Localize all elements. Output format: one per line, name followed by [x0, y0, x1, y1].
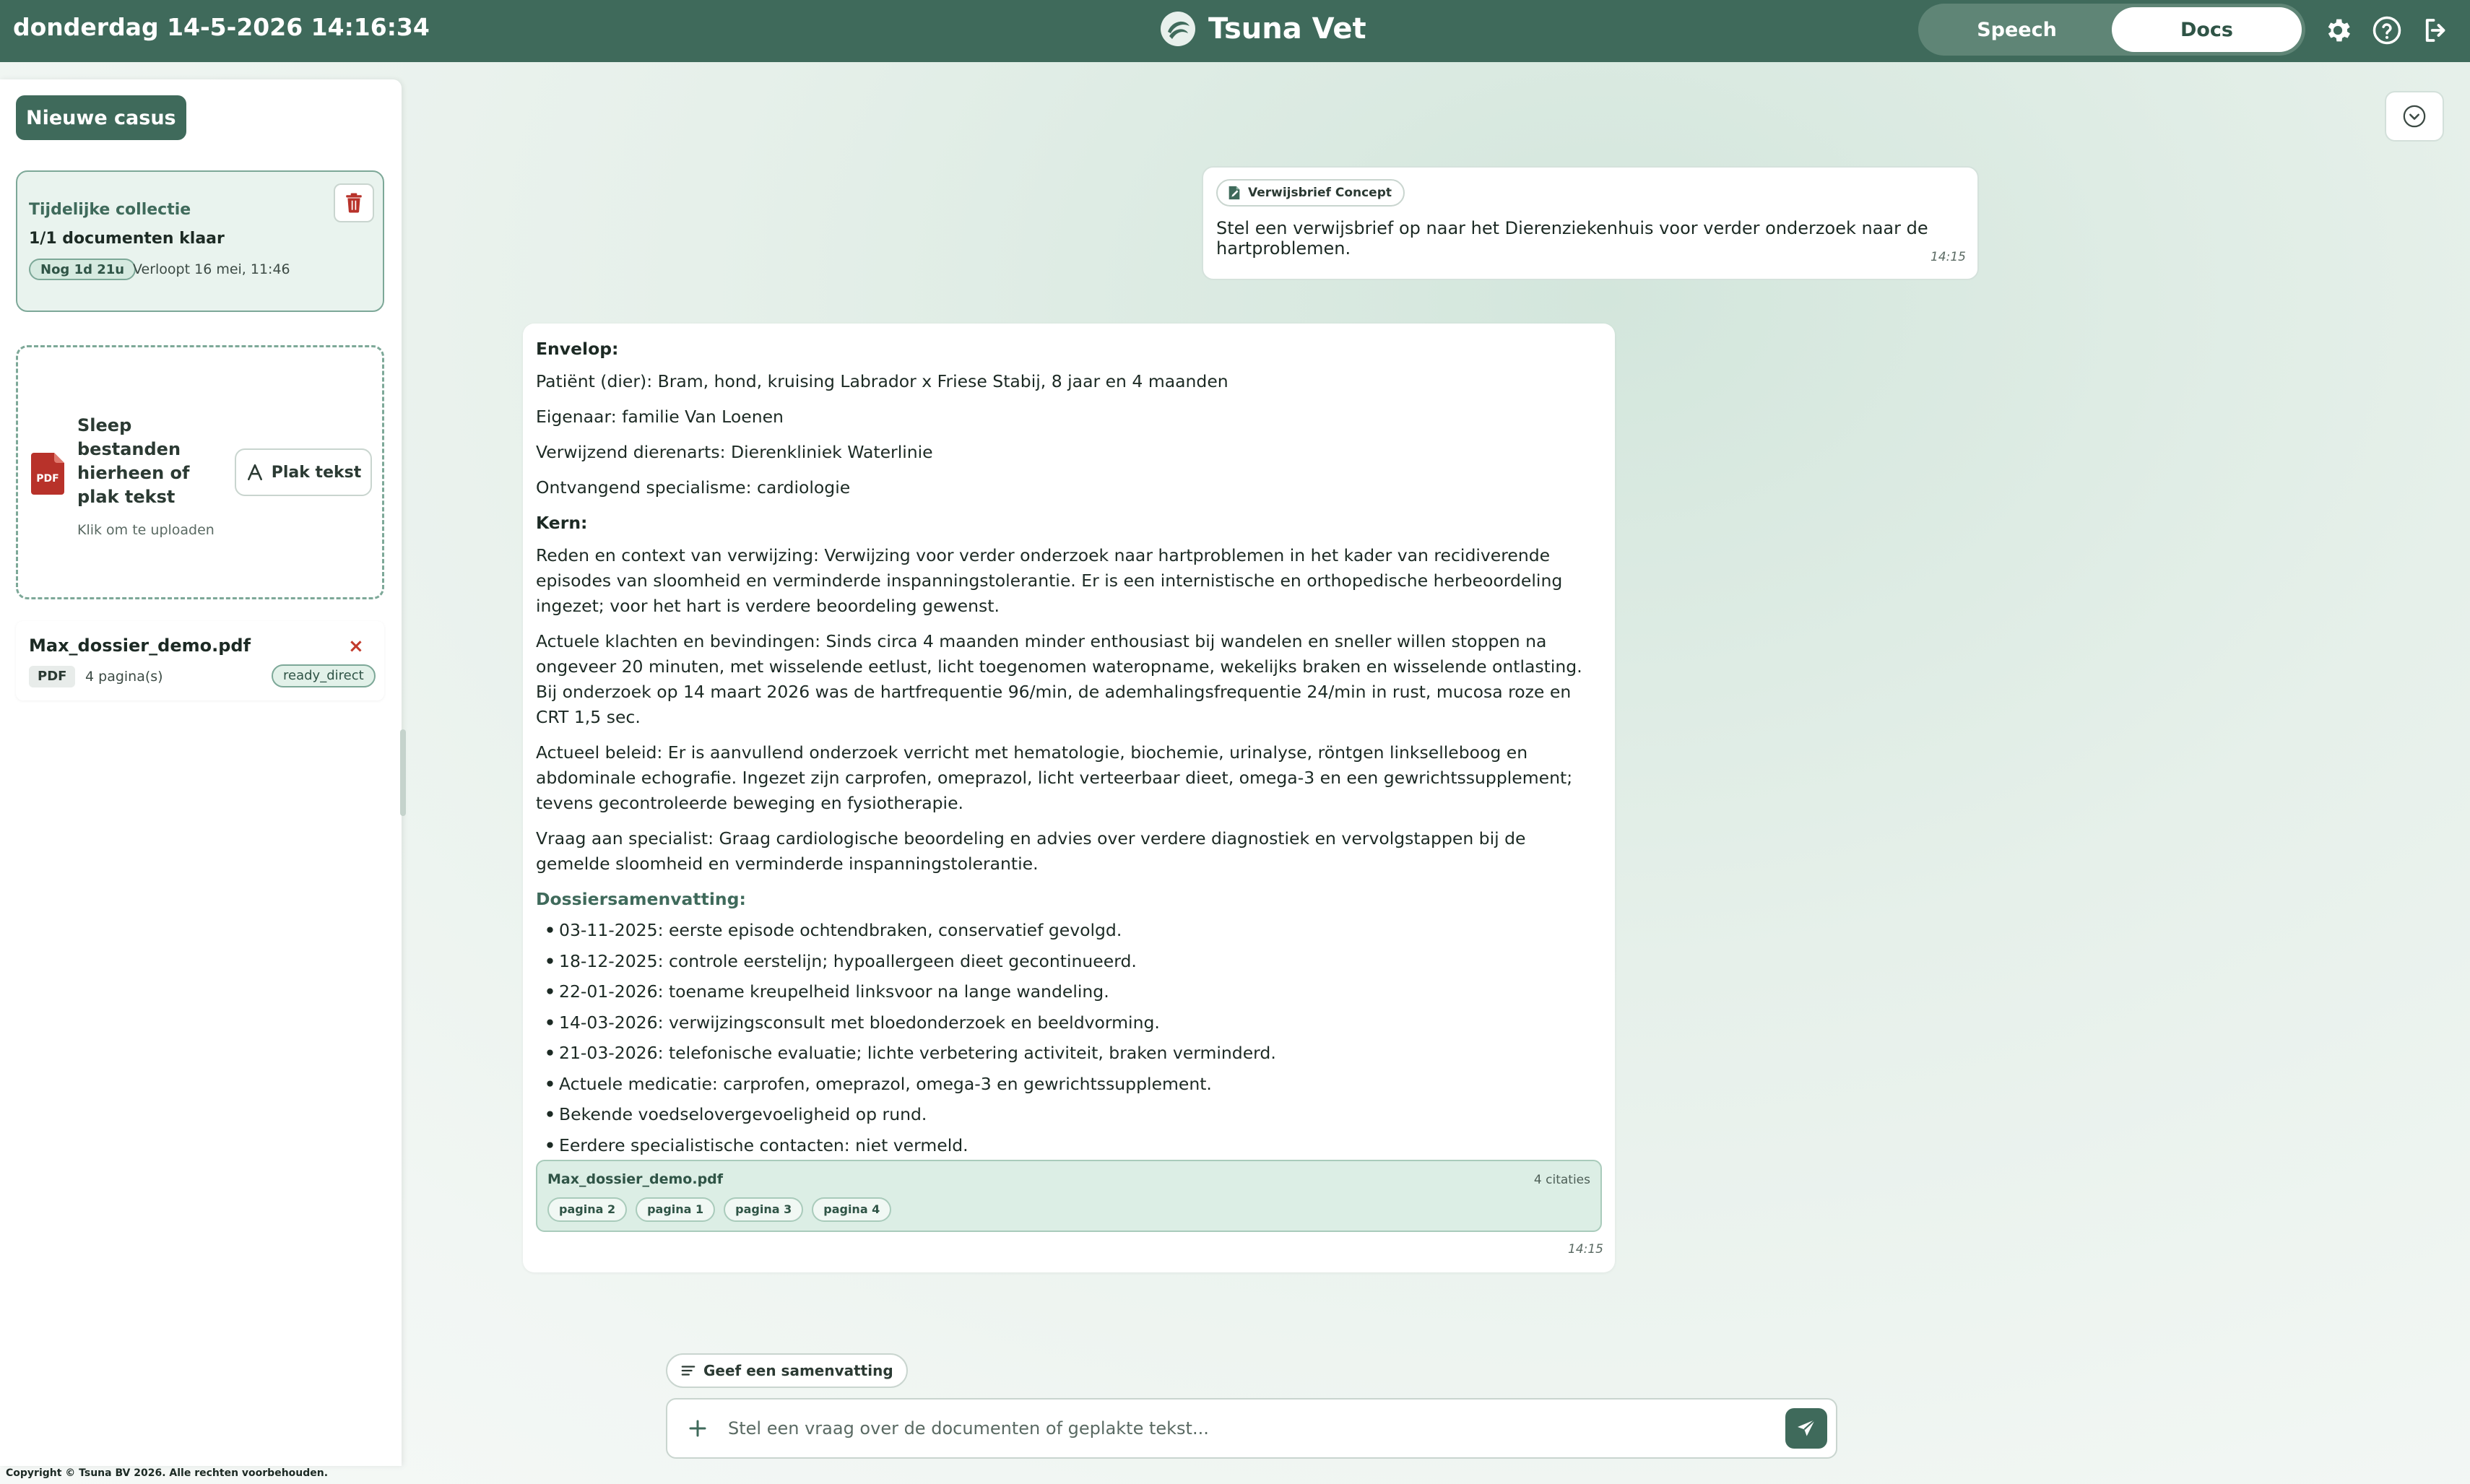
file-name: Max_dossier_demo.pdf — [29, 635, 251, 656]
collection-card[interactable] — [16, 170, 384, 312]
list-item: • 22-01-2026: toename kreupelheid linksvoor na lange wandeling. — [536, 979, 1602, 1004]
envelope-heading: Envelop: — [536, 339, 619, 359]
list-lines-icon — [680, 1363, 696, 1379]
text-a-icon — [246, 463, 264, 482]
user-message-text: Stel een verwijsbrief op naar het Dierenziekenhuis voor verder onderzoek naar de hartproblemen. — [1216, 218, 1928, 259]
delete-collection-button[interactable] — [334, 183, 374, 222]
paste-text-button[interactable] — [235, 448, 372, 496]
citation-page-chip[interactable]: pagina 2 — [547, 1197, 627, 1222]
datetime: donderdag 14-5-2026 14:16:34 — [13, 13, 430, 41]
send-paper-plane-icon — [1795, 1417, 1818, 1440]
list-item: • 18-12-2025: controle eerstelijn; hypoallergeen dieet gecontinueerd. — [536, 949, 1602, 974]
collection-title: Tijdelijke collectie — [29, 201, 191, 219]
list-item: • Eerdere specialistische contacten: niet vermeld. — [536, 1133, 1602, 1158]
list-item: • Actuele medicatie: carprofen, omeprazol, omega-3 en gewrichtssupplement. — [536, 1072, 1602, 1097]
mode-docs-button[interactable]: Docs — [2112, 7, 2302, 52]
sidebar-resize-handle[interactable] — [400, 729, 406, 816]
brand — [1159, 10, 1366, 48]
settings-gear-icon[interactable] — [2320, 12, 2356, 48]
app-name: Tsuna Vet — [1208, 12, 1366, 45]
citation-page-chip[interactable]: pagina 1 — [636, 1197, 715, 1222]
citation-file-name[interactable]: Max_dossier_demo.pdf — [547, 1171, 724, 1187]
sidebar — [0, 79, 402, 1466]
list-item: • 21-03-2026: telefonische evaluatie; lichte verbetering activiteit, braken verminderd. — [536, 1041, 1602, 1066]
upload-dropzone[interactable] — [16, 345, 384, 599]
file-page-count: 4 pagina(s) — [85, 669, 163, 685]
referral-letter-tag: Verwijsbrief Concept — [1216, 179, 1405, 207]
pdf-file-icon — [31, 453, 64, 495]
remove-file-icon[interactable]: × — [348, 635, 364, 657]
document-pen-icon — [1226, 185, 1242, 201]
mode-speech-button[interactable]: Speech — [1922, 7, 2112, 52]
copyright: Copyright © Tsuna BV 2026. Alle rechten voorbehouden. — [6, 1467, 329, 1479]
file-item[interactable] — [16, 621, 384, 700]
citation-count: 4 citaties — [1533, 1173, 1590, 1187]
dropzone-subtitle: Klik om te uploaden — [77, 522, 214, 538]
collection-expires: Verloopt 16 mei, 11:46 — [133, 261, 290, 277]
send-button[interactable] — [1785, 1408, 1827, 1449]
assistant-message — [523, 324, 1615, 1272]
assistant-message-time: 14:15 — [1568, 1242, 1603, 1257]
referring-vet-line: Verwijzend dierenarts: Dierenkliniek Waterlinie — [536, 442, 933, 462]
assistant-message-body — [536, 337, 1602, 1163]
add-attachment-plus-icon[interactable] — [680, 1411, 715, 1446]
list-item: • Bekende voedselovergevoeligheid op rund. — [536, 1102, 1602, 1127]
summary-list — [536, 918, 1602, 1158]
trash-icon — [344, 193, 363, 213]
core-heading: Kern: — [536, 513, 588, 533]
citation-page-chip[interactable]: pagina 4 — [812, 1197, 891, 1222]
list-item: • 14-03-2026: verwijzingsconsult met bloedonderzoek en beeldvorming. — [536, 1010, 1602, 1036]
top-bar — [0, 0, 2470, 62]
policy-paragraph: Actueel beleid: Er is aanvullend onderzoek verricht met hematologie, biochemie, urinalyse, röntgen linkselleboog en abdominale echografie. Ingezet zijn carprofen, omeprazol, licht verteerbaar dieet, omega-3 en een gewrichtssupplement; tevens gecontroleerde beweging en fysiotherapie. — [536, 742, 1573, 813]
dropzone-title: Sleep bestanden hierheen of plak tekst — [77, 415, 190, 507]
chevron-down-icon — [2402, 104, 2427, 129]
owner-line: Eigenaar: familie Van Loenen — [536, 407, 784, 427]
collection-count: 1/1 documenten klaar — [29, 230, 225, 248]
help-icon[interactable] — [2369, 12, 2405, 48]
chat-composer — [666, 1398, 1837, 1459]
user-message — [1202, 166, 1979, 280]
file-status-badge: ready_direct — [272, 664, 376, 687]
citation-pages — [547, 1197, 891, 1222]
question-paragraph: Vraag aan specialist: Graag cardiologische beoordeling en advies over verdere diagnostiek en vervolgstappen bij de gemelde sloomheid en verminderde inspanningstolerantie. — [536, 828, 1526, 874]
user-message-time: 14:15 — [1930, 250, 1966, 264]
suggestion-summary-button[interactable]: Geef een samenvatting — [666, 1353, 908, 1388]
list-item: • 03-11-2025: eerste episode ochtendbraken, conservatief gevolgd. — [536, 918, 1602, 943]
new-case-button[interactable]: Nieuwe casus — [16, 95, 186, 140]
citation-page-chip[interactable]: pagina 3 — [724, 1197, 803, 1222]
collection-time-badge: Nog 1d 21u — [29, 259, 136, 280]
mode-toggle — [1918, 4, 2305, 56]
complaints-paragraph: Actuele klachten en bevindingen: Sinds circa 4 maanden minder enthousiast bij wandelen en sneller willen stoppen na ongeveer 20 minuten, met wisselende eetlust, licht toegenomen wateropname, wekelijks braken en wisselende ontlasting. Bij onderzoek op 14 maart 2026 was de hartfrequentie 96/min, de ademhalingsfrequentie 24/min in rust, mucosa roze en CRT 1,5 sec. — [536, 631, 1582, 727]
file-type-badge: PDF — [29, 666, 75, 687]
scroll-down-button[interactable] — [2385, 91, 2444, 142]
chat-input[interactable] — [728, 1410, 1710, 1447]
logout-icon[interactable] — [2418, 12, 2454, 48]
paste-text-label: Plak tekst — [271, 463, 362, 482]
reason-paragraph: Reden en context van verwijzing: Verwijzing voor verder onderzoek naar hartproblemen in het kader van recidiverende episodes van sloomheid en verminderde inspanningstolerantie. Er is een internistische en orthopedische herbeoordeling ingezet; voor het hart is verdere beoordeling gewenst. — [536, 545, 1563, 616]
tsuna-logo-icon — [1159, 10, 1197, 48]
citations-panel — [536, 1160, 1602, 1232]
specialism-line: Ontvangend specialisme: cardiologie — [536, 477, 851, 498]
summary-heading: Dossiersamenvatting: — [536, 889, 746, 909]
patient-line: Patiënt (dier): Bram, hond, kruising Labrador x Friese Stabij, 8 jaar en 4 maanden — [536, 371, 1228, 391]
svg-text:PDF: PDF — [36, 473, 59, 485]
